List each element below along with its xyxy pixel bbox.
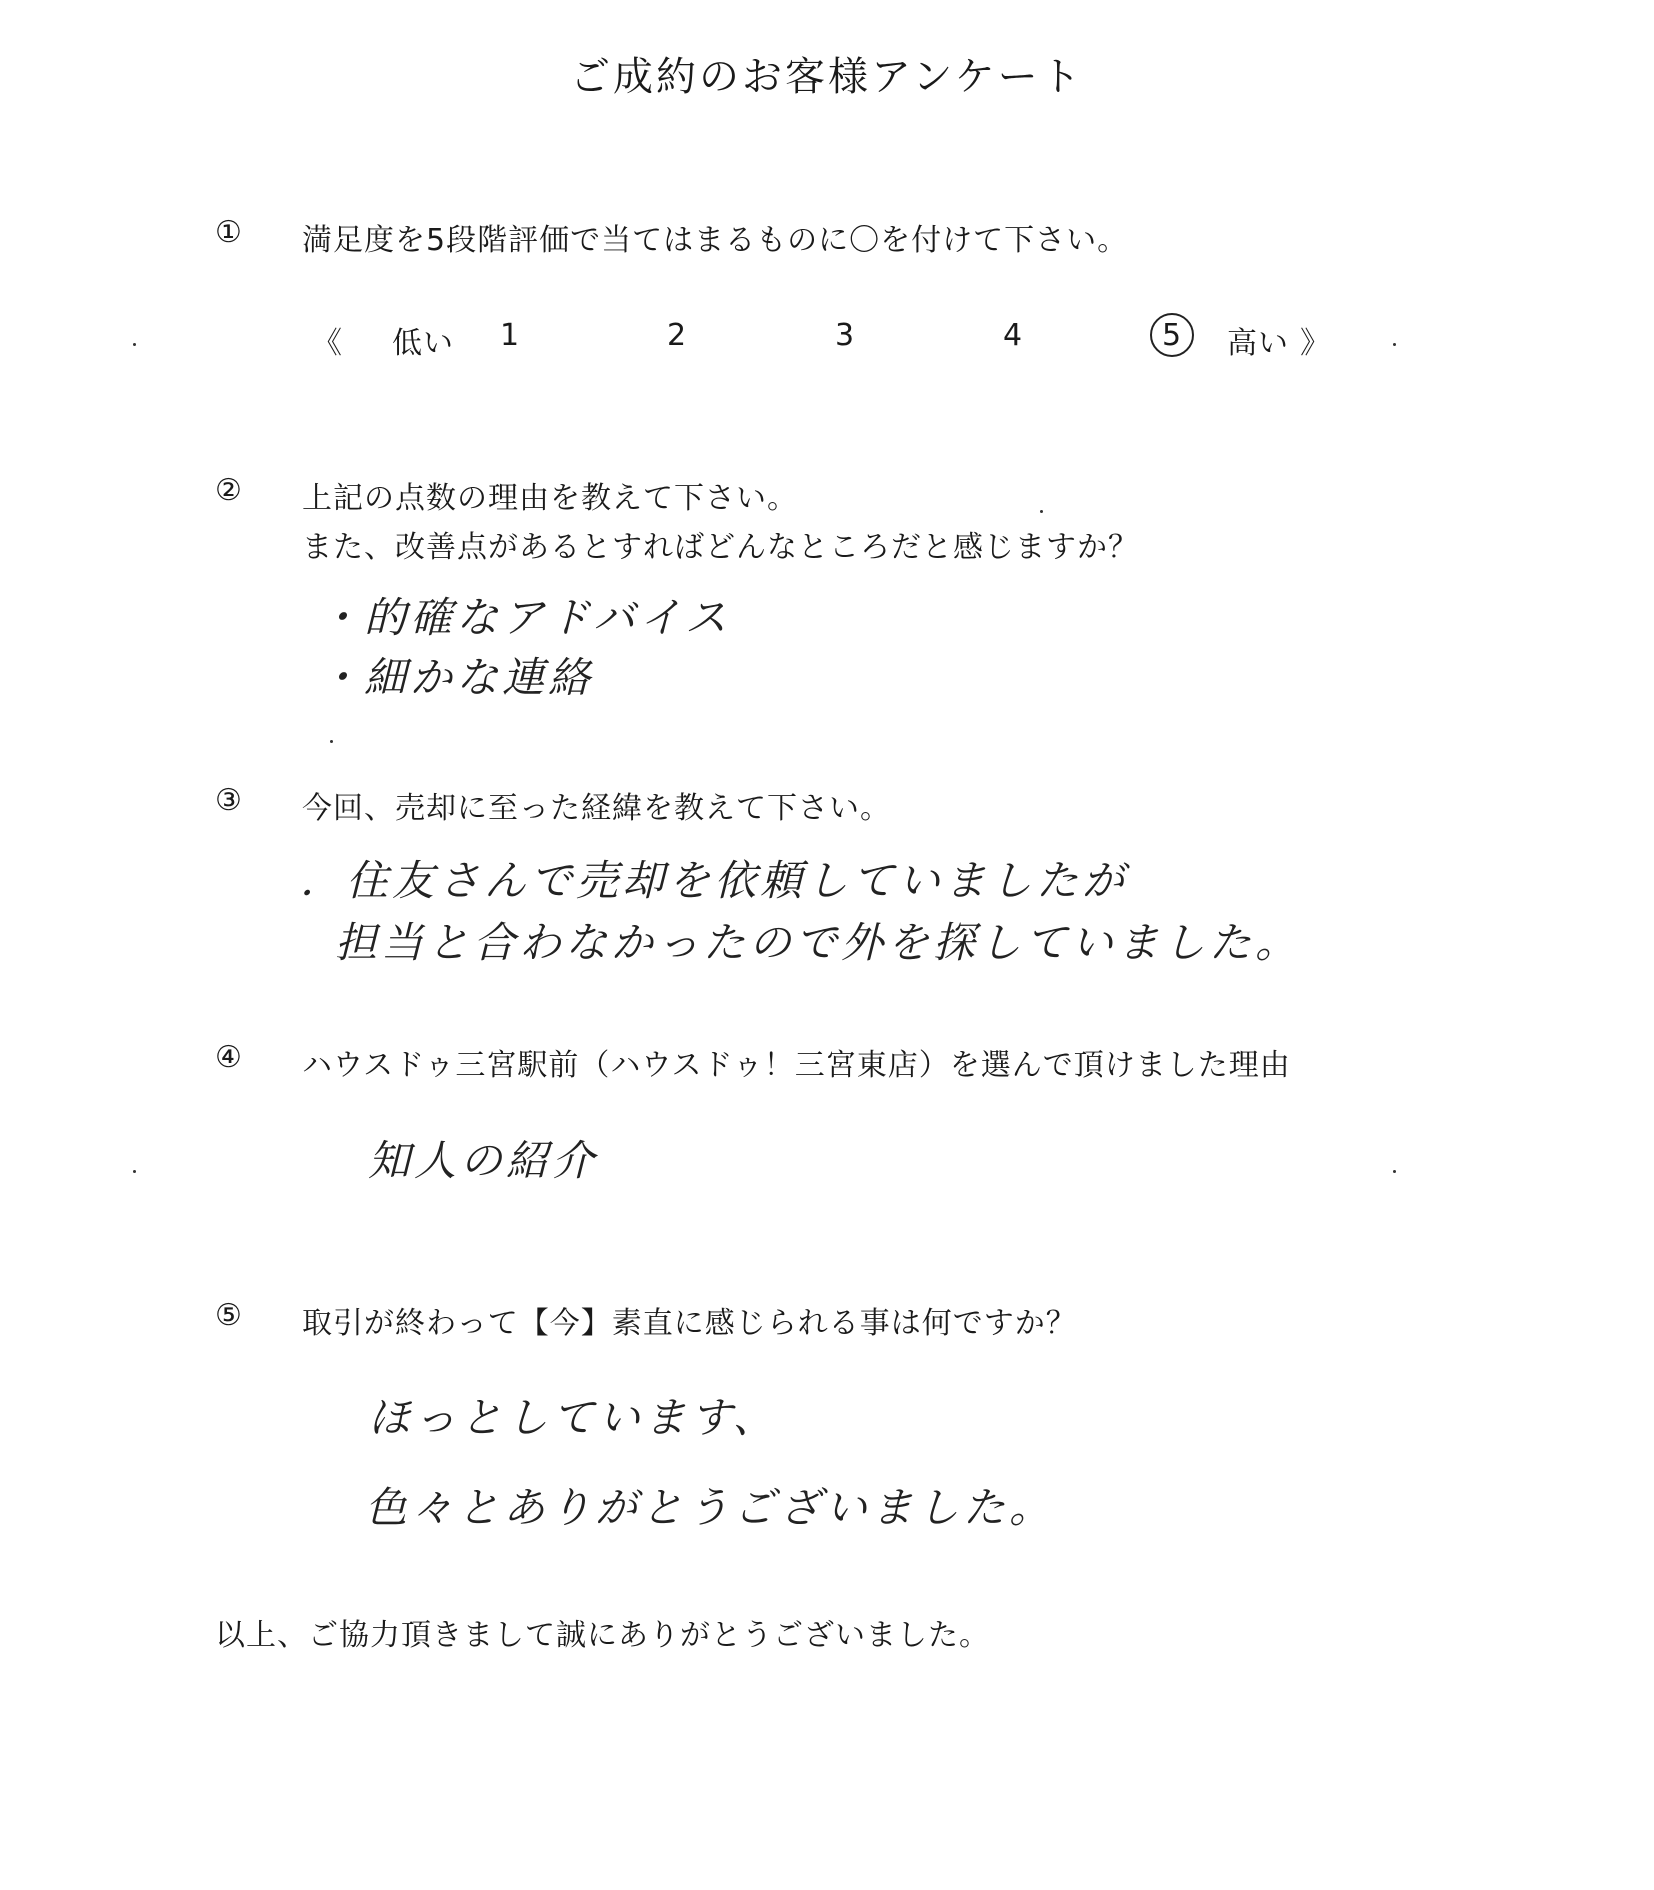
answer-5-line-1: ほっとしています、 bbox=[368, 1393, 779, 1442]
answer-3-line-2: 担当と合わなかったので外を探していました。 bbox=[335, 918, 1302, 967]
closing-message: 以上、ご協力頂きまして誠にありがとうございました。 bbox=[215, 1618, 990, 1653]
answer-2-line-2: ・細かな連絡 bbox=[318, 653, 595, 702]
scan-speck bbox=[1393, 1170, 1396, 1173]
question-2-line-2: また、改善点があるとすればどんなところだと感じますか？ bbox=[302, 530, 1139, 565]
answer-4: 知人の紹介 bbox=[368, 1136, 599, 1185]
scale-low-label: 低い bbox=[392, 326, 454, 361]
question-2-line-1: 上記の点数の理由を教えて下さい。 bbox=[302, 481, 798, 516]
answer-3-line-1: ．住友さんで売却を依頼していましたが bbox=[300, 856, 1129, 905]
scale-open-bracket: 《 bbox=[312, 326, 343, 361]
scan-speck bbox=[330, 740, 333, 743]
scale-option-1: 1 bbox=[500, 318, 520, 353]
scan-speck bbox=[1040, 510, 1043, 513]
scale-option-5: 5 bbox=[1162, 318, 1182, 353]
scale-close-bracket: 》 bbox=[1300, 326, 1331, 361]
scan-speck bbox=[1393, 343, 1396, 346]
scale-option-2: 2 bbox=[667, 318, 687, 353]
scan-speck bbox=[133, 343, 136, 346]
question-4-text: ハウスドゥ三宮駅前（ハウスドゥ！三宮東店）を選んで頂けました理由 bbox=[302, 1048, 1291, 1083]
answer-2-line-1: ・的確なアドバイス bbox=[318, 593, 731, 642]
scale-option-4: 4 bbox=[1003, 318, 1023, 353]
question-5-number: ⑤ bbox=[215, 1298, 242, 1333]
question-1-text: 満足度を5段階評価で当てはまるものに〇を付けて下さい。 bbox=[302, 223, 1129, 258]
question-3-number: ③ bbox=[215, 783, 242, 818]
scan-speck bbox=[133, 1170, 136, 1173]
scale-high-label: 高い bbox=[1227, 326, 1289, 361]
answer-5-line-2: 色々とありがとうございました。 bbox=[365, 1483, 1056, 1532]
question-1-number: ① bbox=[215, 215, 242, 250]
question-4-number: ④ bbox=[215, 1040, 242, 1075]
question-5-text: 取引が終わって【今】素直に感じられる事は何ですか？ bbox=[302, 1306, 1077, 1341]
question-2-number: ② bbox=[215, 473, 242, 508]
scale-option-3: 3 bbox=[835, 318, 855, 353]
question-3-text: 今回、売却に至った経緯を教えて下さい。 bbox=[302, 791, 891, 826]
page-title: ご成約のお客様アンケート bbox=[570, 54, 1084, 100]
